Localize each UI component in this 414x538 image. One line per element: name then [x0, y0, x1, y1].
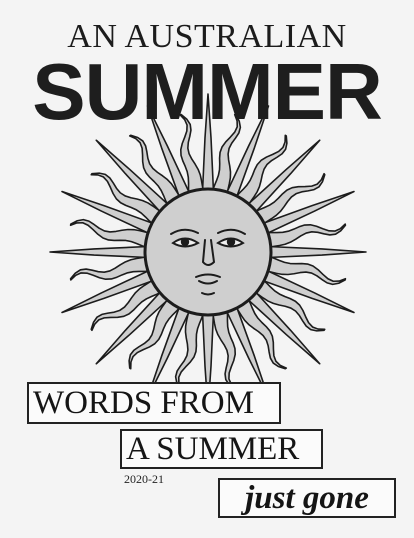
sun-ray-straight	[268, 247, 366, 258]
subtitle-line-2: A SUMMER	[120, 429, 323, 469]
year-label: 2020-21	[124, 472, 164, 486]
title-main: SUMMER	[32, 47, 382, 136]
sun-ray-straight	[50, 247, 148, 258]
subtitle-line-1: WORDS FROM	[27, 382, 281, 424]
sun-disc	[145, 189, 271, 315]
tagline: just gone	[218, 478, 396, 518]
title-top: AN AUSTRALIAN	[67, 18, 347, 55]
